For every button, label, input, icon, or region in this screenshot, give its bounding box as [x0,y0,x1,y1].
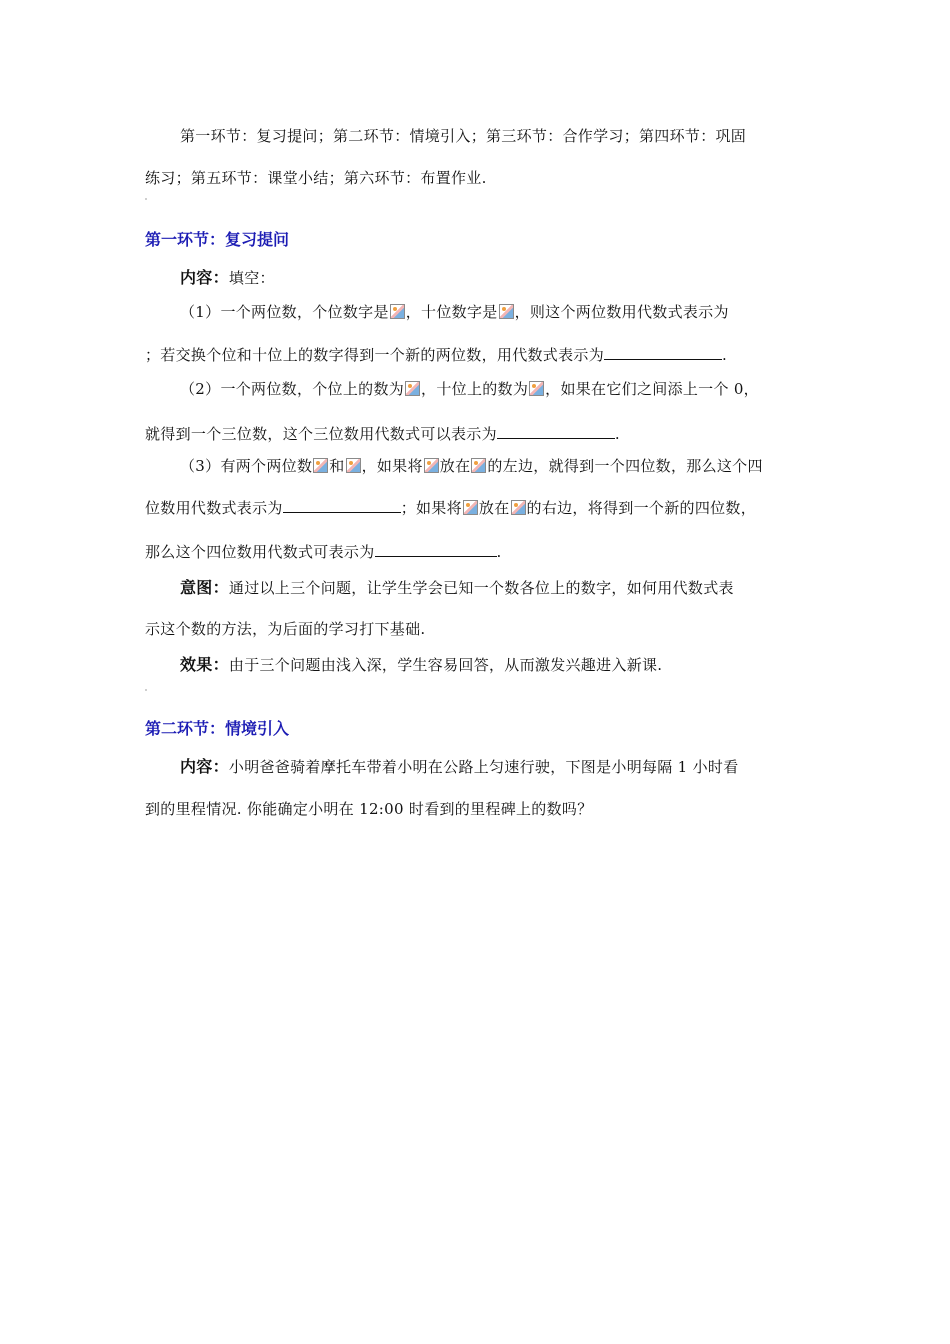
q1-text-4: ；若交换个位和十位上的数字得到一个新的两位数，用代数式表示为 [145,346,605,364]
q3-line-3 [145,542,815,562]
q3-text-7: ；如果将 [400,499,462,517]
effect-line [180,655,815,675]
section2-heading: 第二环节：情境引入 [145,719,290,738]
q3-text-6: 位数用代数式表示为 [145,499,283,517]
q3-line-2 [145,498,815,518]
formula-image-icon [463,500,478,515]
section2-line-1 [180,757,815,777]
formula-image-icon [390,304,405,319]
paragraph-mark [145,198,147,200]
q1-line-1 [180,302,815,322]
q3-text-8: 放在 [478,499,510,517]
formula-image-icon [424,458,439,473]
intent-line-1 [180,578,815,598]
q3-text-3: ，如果将 [361,457,423,475]
formula-image-icon [471,458,486,473]
q2-text-1: （2）一个两位数，个位上的数为 [180,380,405,398]
content-text: 填空： [228,269,275,287]
q2-text-3: ，如果在它们之间添上一个 0， [545,380,759,398]
intent-line-2: 示这个数的方法，为后面的学习打下基础. [145,620,426,638]
q3-text-5: 的左边，就得到一个四位数，那么这个四 [487,457,763,475]
q3-text-2: 和 [329,457,345,475]
answer-blank [283,498,401,513]
formula-image-icon [313,458,328,473]
section2-line-2: 到的里程情况. 你能确定小明在 12:00 时看到的里程碑上的数吗？ [145,800,593,818]
paragraph-mark [145,689,147,691]
section2-text-1: 小明爸爸骑着摩托车带着小明在公路上匀速行驶，下图是小明每隔 1 小时看 [228,758,739,776]
q2-end: . [614,425,620,443]
answer-blank [375,542,497,557]
intro-line-1: 第一环节：复习提问；第二环节：情境引入；第三环节：合作学习；第四环节：巩固 [180,127,747,145]
effect-text: 由于三个问题由浅入深，学生容易回答，从而激发兴趣进入新课. [228,656,663,674]
intro-line-2: 练习；第五环节：课堂小结；第六环节：布置作业. [145,169,487,187]
q1-line-2 [145,345,815,365]
q1-end: . [722,346,728,364]
q1-text-3: ，则这个两位数用代数式表示为 [514,303,729,321]
intent-label: 意图： [180,578,229,597]
q3-text-10: 那么这个四位数用代数式可表示为 [145,543,375,561]
formula-image-icon [511,500,526,515]
q2-text-2: ，十位上的数为 [421,380,529,398]
answer-blank [497,424,615,439]
q3-line-1 [180,456,815,476]
content-label: 内容： [180,268,229,287]
q3-text-4: 放在 [439,457,471,475]
q2-text-4: 就得到一个三位数，这个三位数用代数式可以表示为 [145,425,497,443]
q1-text-2: ，十位数字是 [405,303,498,321]
q2-line-2 [145,424,815,444]
intent-text-1: 通过以上三个问题，让学生学会已知一个数各位上的数字，如何用代数式表 [228,579,734,597]
q3-end: . [496,543,502,561]
q2-line-1 [180,379,815,399]
q3-text-1: （3）有两个两位数 [180,457,313,475]
section1-heading: 第一环节：复习提问 [145,230,290,249]
section1-content [180,268,815,288]
formula-image-icon [529,381,544,396]
q3-text-9: 的右边，将得到一个新的四位数， [526,499,757,517]
answer-blank [604,345,722,360]
formula-image-icon [346,458,361,473]
effect-label: 效果： [180,655,229,674]
formula-image-icon [499,304,514,319]
q1-text-1: （1）一个两位数，个位数字是 [180,303,389,321]
content-label: 内容： [180,757,229,776]
formula-image-icon [405,381,420,396]
